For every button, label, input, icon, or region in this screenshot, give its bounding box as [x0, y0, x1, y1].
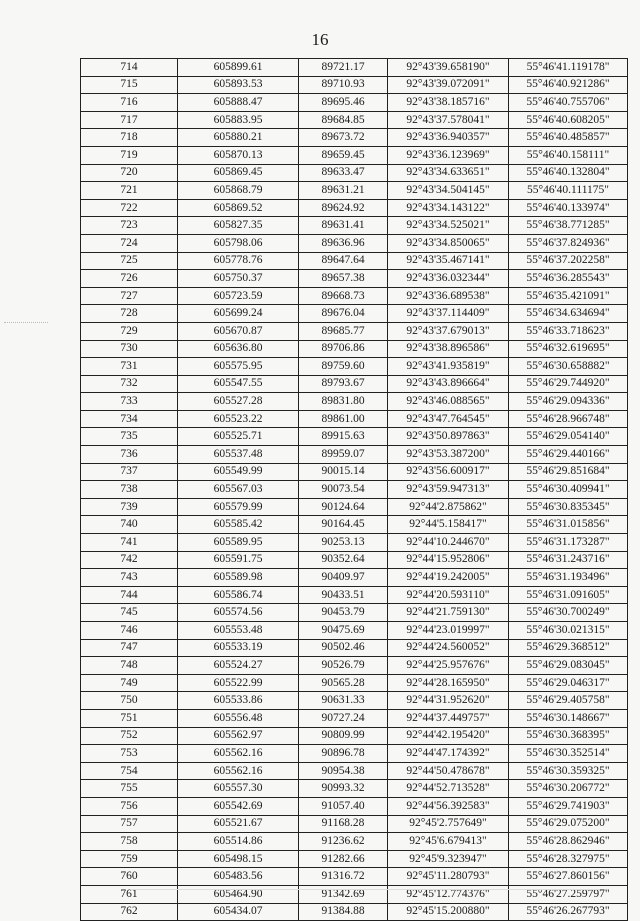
- latitude-cell: 55°46'29.054140": [509, 428, 628, 446]
- point-number-cell: 735: [81, 428, 178, 446]
- table-row: [81, 586, 628, 604]
- x-coordinate-cell: 605527.28: [178, 393, 299, 411]
- point-number-cell: 738: [81, 481, 178, 499]
- table-row: [81, 234, 628, 252]
- longitude-cell: 92°45'15.200880": [388, 903, 509, 921]
- x-coordinate-cell: 605434.07: [178, 903, 299, 921]
- longitude-cell: 92°45'2.757649": [388, 815, 509, 833]
- latitude-cell: 55°46'30.409941": [509, 481, 628, 499]
- table-row: [81, 199, 628, 217]
- y-coordinate-cell: 90352.64: [299, 551, 388, 569]
- point-number-cell: 721: [81, 182, 178, 200]
- latitude-cell: 55°46'35.421091": [509, 287, 628, 305]
- y-coordinate-cell: 89710.93: [299, 76, 388, 94]
- y-coordinate-cell: 89631.41: [299, 217, 388, 235]
- latitude-cell: 55°46'40.485857": [509, 129, 628, 147]
- longitude-cell: 92°44'52.713528": [388, 780, 509, 798]
- latitude-cell: 55°46'28.966748": [509, 410, 628, 428]
- longitude-cell: 92°44'2.875862": [388, 498, 509, 516]
- x-coordinate-cell: 605869.52: [178, 199, 299, 217]
- x-coordinate-cell: 605591.75: [178, 551, 299, 569]
- point-number-cell: 724: [81, 234, 178, 252]
- longitude-cell: 92°43'36.689538": [388, 287, 509, 305]
- y-coordinate-cell: 90526.79: [299, 657, 388, 675]
- x-coordinate-cell: 605869.45: [178, 164, 299, 182]
- longitude-cell: 92°43'38.185716": [388, 94, 509, 112]
- point-number-cell: 754: [81, 762, 178, 780]
- coordinates-table: [80, 58, 628, 921]
- longitude-cell: 92°45'12.774376": [388, 885, 509, 903]
- table-row: [81, 727, 628, 745]
- longitude-cell: 92°44'25.957676": [388, 657, 509, 675]
- latitude-cell: 55°46'31.091605": [509, 586, 628, 604]
- y-coordinate-cell: 89647.64: [299, 252, 388, 270]
- point-number-cell: 756: [81, 797, 178, 815]
- y-coordinate-cell: 89706.86: [299, 340, 388, 358]
- latitude-cell: 55°46'26.267793": [509, 903, 628, 921]
- point-number-cell: 725: [81, 252, 178, 270]
- latitude-cell: 55°46'40.111175": [509, 182, 628, 200]
- table-row: [81, 551, 628, 569]
- x-coordinate-cell: 605464.90: [178, 885, 299, 903]
- x-coordinate-cell: 605533.86: [178, 692, 299, 710]
- table-row: [81, 217, 628, 235]
- latitude-cell: 55°46'30.368395": [509, 727, 628, 745]
- y-coordinate-cell: 89759.60: [299, 358, 388, 376]
- longitude-cell: 92°43'37.679013": [388, 322, 509, 340]
- table-row: [81, 252, 628, 270]
- latitude-cell: 55°46'30.835345": [509, 498, 628, 516]
- x-coordinate-cell: 605498.15: [178, 850, 299, 868]
- y-coordinate-cell: 90993.32: [299, 780, 388, 798]
- table-row: [81, 622, 628, 640]
- latitude-cell: 55°46'30.359325": [509, 762, 628, 780]
- x-coordinate-cell: 605483.56: [178, 868, 299, 886]
- y-coordinate-cell: 90631.33: [299, 692, 388, 710]
- longitude-cell: 92°44'20.593110": [388, 586, 509, 604]
- x-coordinate-cell: 605585.42: [178, 516, 299, 534]
- table-row: [81, 903, 628, 921]
- point-number-cell: 753: [81, 745, 178, 763]
- longitude-cell: 92°43'36.940357": [388, 129, 509, 147]
- x-coordinate-cell: 605522.99: [178, 674, 299, 692]
- point-number-cell: 715: [81, 76, 178, 94]
- table-row: [81, 446, 628, 464]
- y-coordinate-cell: 89668.73: [299, 287, 388, 305]
- table-row: [81, 850, 628, 868]
- latitude-cell: 55°46'41.119178": [509, 59, 628, 77]
- longitude-cell: 92°44'42.195420": [388, 727, 509, 745]
- x-coordinate-cell: 605514.86: [178, 833, 299, 851]
- longitude-cell: 92°43'34.633651": [388, 164, 509, 182]
- latitude-cell: 55°46'31.015856": [509, 516, 628, 534]
- y-coordinate-cell: 89673.72: [299, 129, 388, 147]
- x-coordinate-cell: 605589.95: [178, 534, 299, 552]
- latitude-cell: 55°46'40.755706": [509, 94, 628, 112]
- latitude-cell: 55°46'29.368512": [509, 639, 628, 657]
- x-coordinate-cell: 605750.37: [178, 270, 299, 288]
- latitude-cell: 55°46'28.862946": [509, 833, 628, 851]
- longitude-cell: 92°44'15.952806": [388, 551, 509, 569]
- latitude-cell: 55°46'40.921286": [509, 76, 628, 94]
- point-number-cell: 761: [81, 885, 178, 903]
- latitude-cell: 55°46'36.285543": [509, 270, 628, 288]
- latitude-cell: 55°46'29.094336": [509, 393, 628, 411]
- x-coordinate-cell: 605574.56: [178, 604, 299, 622]
- table-row: [81, 498, 628, 516]
- point-number-cell: 747: [81, 639, 178, 657]
- x-coordinate-cell: 605880.21: [178, 129, 299, 147]
- page-bottom-line: [130, 889, 600, 890]
- longitude-cell: 92°43'47.764545": [388, 410, 509, 428]
- point-number-cell: 727: [81, 287, 178, 305]
- latitude-cell: 55°46'30.700249": [509, 604, 628, 622]
- y-coordinate-cell: 89861.00: [299, 410, 388, 428]
- point-number-cell: 741: [81, 534, 178, 552]
- y-coordinate-cell: 91236.62: [299, 833, 388, 851]
- table-row: [81, 94, 628, 112]
- longitude-cell: 92°43'41.935819": [388, 358, 509, 376]
- point-number-cell: 739: [81, 498, 178, 516]
- point-number-cell: 733: [81, 393, 178, 411]
- x-coordinate-cell: 605579.99: [178, 498, 299, 516]
- point-number-cell: 758: [81, 833, 178, 851]
- longitude-cell: 92°43'36.123969": [388, 146, 509, 164]
- x-coordinate-cell: 605589.98: [178, 569, 299, 587]
- y-coordinate-cell: 89676.04: [299, 305, 388, 323]
- latitude-cell: 55°46'40.132804": [509, 164, 628, 182]
- x-coordinate-cell: 605533.19: [178, 639, 299, 657]
- y-coordinate-cell: 90015.14: [299, 463, 388, 481]
- x-coordinate-cell: 605553.48: [178, 622, 299, 640]
- point-number-cell: 726: [81, 270, 178, 288]
- y-coordinate-cell: 91057.40: [299, 797, 388, 815]
- longitude-cell: 92°45'11.280793": [388, 868, 509, 886]
- point-number-cell: 719: [81, 146, 178, 164]
- table-row: [81, 305, 628, 323]
- x-coordinate-cell: 605575.95: [178, 358, 299, 376]
- latitude-cell: 55°46'33.718623": [509, 322, 628, 340]
- y-coordinate-cell: 89695.46: [299, 94, 388, 112]
- point-number-cell: 757: [81, 815, 178, 833]
- y-coordinate-cell: 91316.72: [299, 868, 388, 886]
- y-coordinate-cell: 90896.78: [299, 745, 388, 763]
- x-coordinate-cell: 605723.59: [178, 287, 299, 305]
- x-coordinate-cell: 605827.35: [178, 217, 299, 235]
- x-coordinate-cell: 605699.24: [178, 305, 299, 323]
- point-number-cell: 718: [81, 129, 178, 147]
- table-row: [81, 815, 628, 833]
- y-coordinate-cell: 89636.96: [299, 234, 388, 252]
- x-coordinate-cell: 605798.06: [178, 234, 299, 252]
- latitude-cell: 55°46'29.851684": [509, 463, 628, 481]
- x-coordinate-cell: 605567.03: [178, 481, 299, 499]
- point-number-cell: 760: [81, 868, 178, 886]
- table-row: [81, 375, 628, 393]
- point-number-cell: 717: [81, 111, 178, 129]
- latitude-cell: 55°46'29.741903": [509, 797, 628, 815]
- table-row: [81, 270, 628, 288]
- longitude-cell: 92°44'10.244670": [388, 534, 509, 552]
- point-number-cell: 729: [81, 322, 178, 340]
- x-coordinate-cell: 605636.80: [178, 340, 299, 358]
- latitude-cell: 55°46'30.658882": [509, 358, 628, 376]
- coordinates-table-body: [81, 59, 628, 921]
- x-coordinate-cell: 605883.95: [178, 111, 299, 129]
- x-coordinate-cell: 605868.79: [178, 182, 299, 200]
- x-coordinate-cell: 605557.30: [178, 780, 299, 798]
- y-coordinate-cell: 89659.45: [299, 146, 388, 164]
- x-coordinate-cell: 605586.74: [178, 586, 299, 604]
- x-coordinate-cell: 605549.99: [178, 463, 299, 481]
- longitude-cell: 92°43'37.578041": [388, 111, 509, 129]
- table-row: [81, 111, 628, 129]
- latitude-cell: 55°46'29.075200": [509, 815, 628, 833]
- y-coordinate-cell: 89631.21: [299, 182, 388, 200]
- table-row: [81, 604, 628, 622]
- latitude-cell: 55°46'29.744920": [509, 375, 628, 393]
- table-row: [81, 340, 628, 358]
- point-number-cell: 748: [81, 657, 178, 675]
- longitude-cell: 92°44'56.392583": [388, 797, 509, 815]
- longitude-cell: 92°44'19.242005": [388, 569, 509, 587]
- x-coordinate-cell: 605670.87: [178, 322, 299, 340]
- table-row: [81, 780, 628, 798]
- latitude-cell: 55°46'31.193496": [509, 569, 628, 587]
- latitude-cell: 55°46'31.243716": [509, 551, 628, 569]
- longitude-cell: 92°44'37.449757": [388, 709, 509, 727]
- x-coordinate-cell: 605778.76: [178, 252, 299, 270]
- point-number-cell: 722: [81, 199, 178, 217]
- x-coordinate-cell: 605562.97: [178, 727, 299, 745]
- latitude-cell: 55°46'28.327975": [509, 850, 628, 868]
- table-row: [81, 674, 628, 692]
- table-row: [81, 657, 628, 675]
- latitude-cell: 55°46'29.405758": [509, 692, 628, 710]
- x-coordinate-cell: 605547.55: [178, 375, 299, 393]
- latitude-cell: 55°46'29.083045": [509, 657, 628, 675]
- table-row: [81, 868, 628, 886]
- latitude-cell: 55°46'40.608205": [509, 111, 628, 129]
- longitude-cell: 92°43'37.114409": [388, 305, 509, 323]
- table-row: [81, 569, 628, 587]
- x-coordinate-cell: 605542.69: [178, 797, 299, 815]
- y-coordinate-cell: 89685.77: [299, 322, 388, 340]
- y-coordinate-cell: 89657.38: [299, 270, 388, 288]
- margin-mark: [4, 322, 48, 323]
- longitude-cell: 92°44'31.952620": [388, 692, 509, 710]
- table-row: [81, 833, 628, 851]
- longitude-cell: 92°45'6.679413": [388, 833, 509, 851]
- table-row: [81, 481, 628, 499]
- table-row: [81, 287, 628, 305]
- point-number-cell: 762: [81, 903, 178, 921]
- table-row: [81, 322, 628, 340]
- x-coordinate-cell: 605870.13: [178, 146, 299, 164]
- longitude-cell: 92°43'34.850065": [388, 234, 509, 252]
- latitude-cell: 55°46'30.148667": [509, 709, 628, 727]
- x-coordinate-cell: 605888.47: [178, 94, 299, 112]
- latitude-cell: 55°46'38.771285": [509, 217, 628, 235]
- point-number-cell: 749: [81, 674, 178, 692]
- y-coordinate-cell: 91282.66: [299, 850, 388, 868]
- latitude-cell: 55°46'27.259797": [509, 885, 628, 903]
- table-row: [81, 692, 628, 710]
- point-number-cell: 732: [81, 375, 178, 393]
- x-coordinate-cell: 605562.16: [178, 762, 299, 780]
- point-number-cell: 737: [81, 463, 178, 481]
- point-number-cell: 759: [81, 850, 178, 868]
- table-row: [81, 59, 628, 77]
- longitude-cell: 92°43'59.947313": [388, 481, 509, 499]
- longitude-cell: 92°44'28.165950": [388, 674, 509, 692]
- point-number-cell: 714: [81, 59, 178, 77]
- point-number-cell: 734: [81, 410, 178, 428]
- y-coordinate-cell: 90073.54: [299, 481, 388, 499]
- table-row: [81, 797, 628, 815]
- longitude-cell: 92°43'39.658190": [388, 59, 509, 77]
- point-number-cell: 720: [81, 164, 178, 182]
- point-number-cell: 752: [81, 727, 178, 745]
- longitude-cell: 92°44'5.158417": [388, 516, 509, 534]
- longitude-cell: 92°43'50.897863": [388, 428, 509, 446]
- latitude-cell: 55°46'30.352514": [509, 745, 628, 763]
- table-row: [81, 428, 628, 446]
- longitude-cell: 92°43'46.088565": [388, 393, 509, 411]
- table-row: [81, 463, 628, 481]
- point-number-cell: 736: [81, 446, 178, 464]
- y-coordinate-cell: 91384.88: [299, 903, 388, 921]
- x-coordinate-cell: 605523.22: [178, 410, 299, 428]
- table-row: [81, 146, 628, 164]
- longitude-cell: 92°43'43.896664": [388, 375, 509, 393]
- longitude-cell: 92°44'24.560052": [388, 639, 509, 657]
- table-row: [81, 534, 628, 552]
- longitude-cell: 92°43'39.072091": [388, 76, 509, 94]
- table-row: [81, 410, 628, 428]
- y-coordinate-cell: 90727.24: [299, 709, 388, 727]
- longitude-cell: 92°44'21.759130": [388, 604, 509, 622]
- latitude-cell: 55°46'30.021315": [509, 622, 628, 640]
- latitude-cell: 55°46'29.046317": [509, 674, 628, 692]
- table-row: [81, 393, 628, 411]
- point-number-cell: 751: [81, 709, 178, 727]
- latitude-cell: 55°46'37.202258": [509, 252, 628, 270]
- latitude-cell: 55°46'27.860156": [509, 868, 628, 886]
- longitude-cell: 92°44'47.174392": [388, 745, 509, 763]
- table-row: [81, 129, 628, 147]
- y-coordinate-cell: 90565.28: [299, 674, 388, 692]
- latitude-cell: 55°46'31.173287": [509, 534, 628, 552]
- point-number-cell: 723: [81, 217, 178, 235]
- latitude-cell: 55°46'37.824936": [509, 234, 628, 252]
- y-coordinate-cell: 91168.28: [299, 815, 388, 833]
- y-coordinate-cell: 90954.38: [299, 762, 388, 780]
- x-coordinate-cell: 605893.53: [178, 76, 299, 94]
- latitude-cell: 55°46'30.206772": [509, 780, 628, 798]
- table-row: [81, 762, 628, 780]
- table-row: [81, 516, 628, 534]
- point-number-cell: 730: [81, 340, 178, 358]
- latitude-cell: 55°46'32.619695": [509, 340, 628, 358]
- longitude-cell: 92°45'9.323947": [388, 850, 509, 868]
- table-row: [81, 358, 628, 376]
- y-coordinate-cell: 90164.45: [299, 516, 388, 534]
- point-number-cell: 742: [81, 551, 178, 569]
- longitude-cell: 92°43'35.467141": [388, 252, 509, 270]
- point-number-cell: 745: [81, 604, 178, 622]
- y-coordinate-cell: 89831.80: [299, 393, 388, 411]
- point-number-cell: 746: [81, 622, 178, 640]
- longitude-cell: 92°43'34.143122": [388, 199, 509, 217]
- table-row: [81, 164, 628, 182]
- longitude-cell: 92°43'36.032344": [388, 270, 509, 288]
- y-coordinate-cell: 90433.51: [299, 586, 388, 604]
- table-row: [81, 709, 628, 727]
- x-coordinate-cell: 605524.27: [178, 657, 299, 675]
- y-coordinate-cell: 89684.85: [299, 111, 388, 129]
- y-coordinate-cell: 90453.79: [299, 604, 388, 622]
- x-coordinate-cell: 605556.48: [178, 709, 299, 727]
- table-row: [81, 182, 628, 200]
- latitude-cell: 55°46'40.133974": [509, 199, 628, 217]
- longitude-cell: 92°43'38.896586": [388, 340, 509, 358]
- y-coordinate-cell: 90253.13: [299, 534, 388, 552]
- y-coordinate-cell: 89915.63: [299, 428, 388, 446]
- longitude-cell: 92°44'23.019997": [388, 622, 509, 640]
- longitude-cell: 92°43'53.387200": [388, 446, 509, 464]
- y-coordinate-cell: 89793.67: [299, 375, 388, 393]
- point-number-cell: 743: [81, 569, 178, 587]
- x-coordinate-cell: 605521.67: [178, 815, 299, 833]
- x-coordinate-cell: 605537.48: [178, 446, 299, 464]
- x-coordinate-cell: 605899.61: [178, 59, 299, 77]
- point-number-cell: 750: [81, 692, 178, 710]
- y-coordinate-cell: 91342.69: [299, 885, 388, 903]
- point-number-cell: 728: [81, 305, 178, 323]
- point-number-cell: 740: [81, 516, 178, 534]
- latitude-cell: 55°46'29.440166": [509, 446, 628, 464]
- y-coordinate-cell: 89721.17: [299, 59, 388, 77]
- point-number-cell: 744: [81, 586, 178, 604]
- table-row: [81, 76, 628, 94]
- point-number-cell: 716: [81, 94, 178, 112]
- x-coordinate-cell: 605562.16: [178, 745, 299, 763]
- x-coordinate-cell: 605525.71: [178, 428, 299, 446]
- y-coordinate-cell: 90809.99: [299, 727, 388, 745]
- table-row: [81, 639, 628, 657]
- point-number-cell: 755: [81, 780, 178, 798]
- latitude-cell: 55°46'34.634694": [509, 305, 628, 323]
- y-coordinate-cell: 89959.07: [299, 446, 388, 464]
- latitude-cell: 55°46'40.158111": [509, 146, 628, 164]
- y-coordinate-cell: 89633.47: [299, 164, 388, 182]
- y-coordinate-cell: 90502.46: [299, 639, 388, 657]
- longitude-cell: 92°43'56.600917": [388, 463, 509, 481]
- longitude-cell: 92°43'34.525021": [388, 217, 509, 235]
- table-row: [81, 745, 628, 763]
- y-coordinate-cell: 90124.64: [299, 498, 388, 516]
- page-number: 16: [311, 30, 329, 49]
- y-coordinate-cell: 90409.97: [299, 569, 388, 587]
- longitude-cell: 92°43'34.504145": [388, 182, 509, 200]
- longitude-cell: 92°44'50.478678": [388, 762, 509, 780]
- y-coordinate-cell: 89624.92: [299, 199, 388, 217]
- point-number-cell: 731: [81, 358, 178, 376]
- y-coordinate-cell: 90475.69: [299, 622, 388, 640]
